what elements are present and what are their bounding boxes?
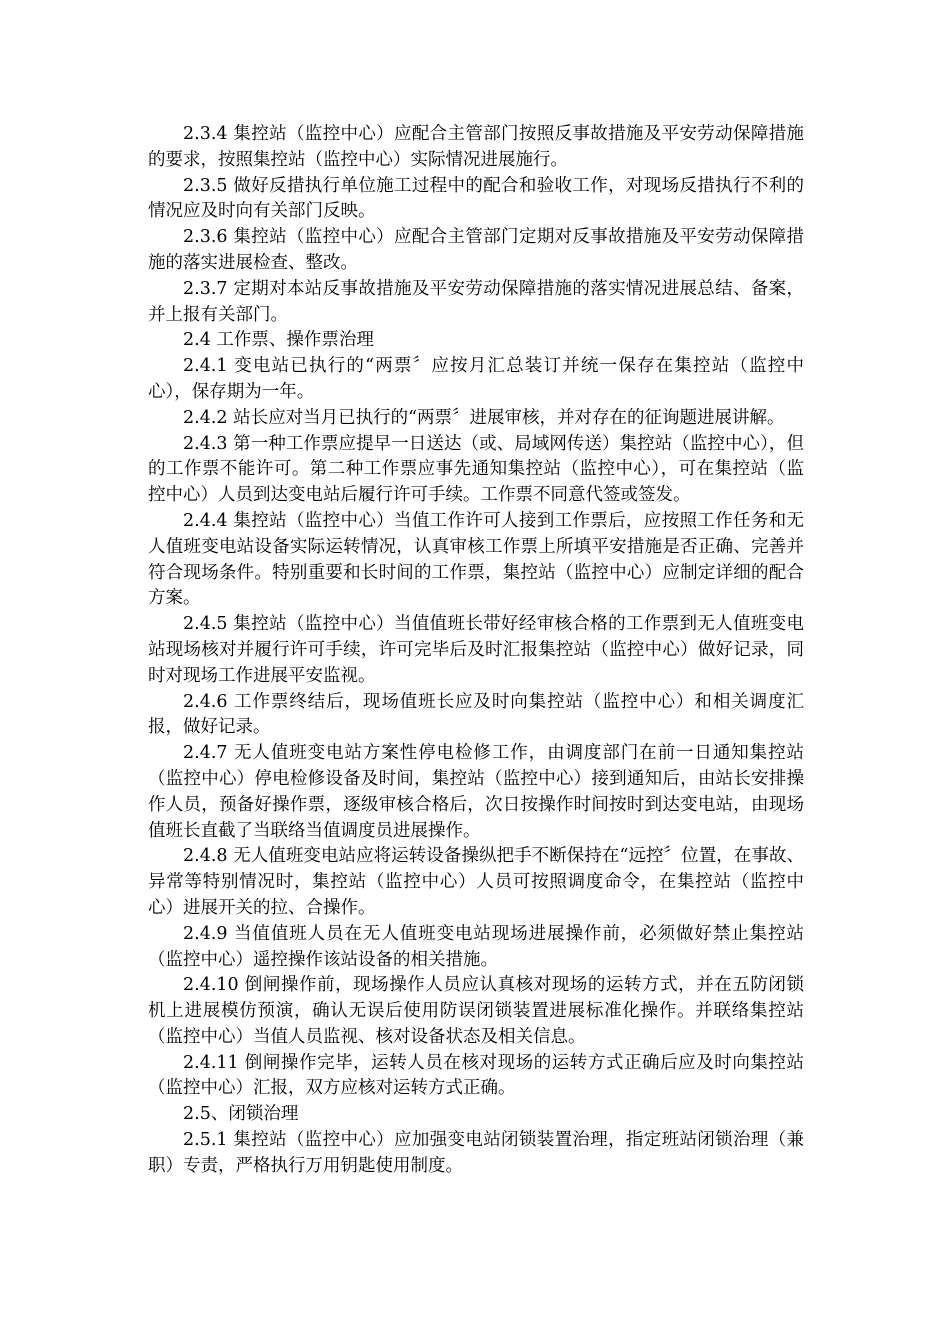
paragraph-2-4-5: 2.4.5 集控站（监控中心）当值值班长带好经审核合格的工作票到无人值班变电站现场核对并履行许可手续，许可完毕后及时汇报集控站（监控中心）做好记录，同时对现场工作进展平安监视。 [148, 614, 804, 686]
section-heading-2-5: 2.5、闭锁治理 [183, 1104, 299, 1125]
paragraph-2-4-7: 2.4.7 无人值班变电站方案性停电检修工作，由调度部门在前一日通知集控站（监控中心）停电检修设备及时间，集控站（监控中心）接到通知后，由站长安排操作人员，预备好操作票，逐级审核合格后，次日按操作时间按时到达变电站，由现场值班长直截了当联络当值调度员进展操作。 [148, 743, 804, 841]
paragraph-2-4-6: 2.4.6 工作票终结后，现场值班长应及时向集控站（监控中心）和相关调度汇报，做好记录。 [148, 691, 804, 738]
paragraph-2-4-10: 2.4.10 倒闸操作前，现场操作人员应认真核对现场的运转方式，并在五防闭锁机上进展模仿预演，确认无误后使用防误闭锁装置进展标准化操作。并联络集控站（监控中心）当值人员监视、核对设备状态及相关信息。 [148, 975, 804, 1047]
paragraph-2-3-7: 2.3.7 定期对本站反事故措施及平安劳动保障措施的落实情况进展总结、备案，并上报有关部门。 [148, 278, 804, 325]
paragraph-2-4-2: 2.4.2 站长应对当月已执行的“两票〞进展审核，并对存在的征询题进展讲解。 [183, 407, 785, 428]
paragraph-2-3-5: 2.3.5 做好反措执行单位施工过程中的配合和验收工作，对现场反措执行不利的情况应及时向有关部门反映。 [148, 175, 804, 222]
paragraph-2-4-11: 2.4.11 倒闸操作完毕，运转人员在核对现场的运转方式正确后应及时向集控站（监控中心）汇报，双方应核对运转方式正确。 [148, 1052, 804, 1099]
paragraph-2-3-4: 2.3.4 集控站（监控中心）应配合主管部门按照反事故措施及平安劳动保障措施的要求，按照集控站（监控中心）实际情况进展施行。 [148, 124, 804, 170]
paragraph-2-4-3: 2.4.3 第一种工作票应提早一日送达（或、局域网传送）集控站（监控中心），但的工作票不能许可。第二种工作票应事先通知集控站（监控中心），可在集控站（监控中心）人员到达变电站后履行许可手续。工作票不同意代签或签发。 [148, 433, 804, 506]
paragraph-2-3-6: 2.3.6 集控站（监控中心）应配合主管部门定期对反事故措施及平安劳动保障措施的落实进展检查、整改。 [148, 227, 804, 273]
paragraph-2-5-1: 2.5.1 集控站（监控中心）应加强变电站闭锁装置治理，指定班站闭锁治理（兼职）专责，严格执行万用钥匙使用制度。 [148, 1130, 804, 1176]
paragraph-2-4-4: 2.4.4 集控站（监控中心）当值工作许可人接到工作票后，应按照工作任务和无人值班变电站设备实际运转情况，认真审核工作票上所填平安措施是否正确、完善并符合现场条件。特别重要和长时间的工作票，集控站（监控中心）应制定详细的配合方案。 [148, 510, 804, 609]
paragraph-2-4-8: 2.4.8 无人值班变电站应将运转设备操纵把手不断保持在“远控〞位置，在事故、异常等特别情况时，集控站（监控中心）人员可按照调度命令，在集控站（监控中心）进展开关的拉、合操作。 [148, 846, 804, 918]
paragraph-2-4-1: 2.4.1 变电站已执行的“两票〞应按月汇总装订并统一保存在集控站（监控中心），保存期为一年。 [148, 356, 804, 402]
document-page [148, 122, 804, 1180]
paragraph-2-4-9: 2.4.9 当值值班人员在无人值班变电站现场进展操作前，必须做好禁止集控站（监控中心）遥控操作该站设备的相关措施。 [148, 923, 804, 970]
section-heading-2-4: 2.4 工作票、操作票治理 [183, 330, 374, 351]
